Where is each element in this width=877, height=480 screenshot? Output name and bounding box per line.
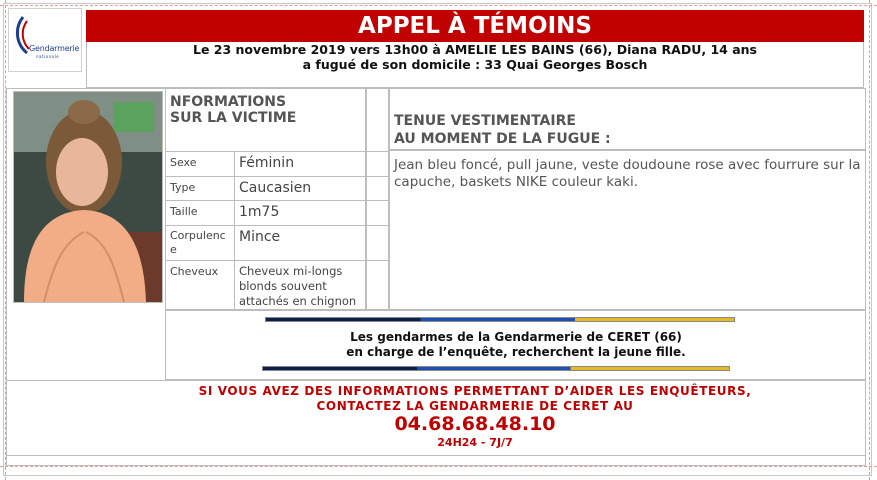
- gendarmes-line2: en charge de l’enquête, recherchent la jeune fille.: [346, 345, 686, 359]
- gendarmerie-logo: [8, 8, 82, 72]
- info-value-corpulence: Mince: [239, 229, 281, 245]
- info-label-corpulence: Corpulence: [170, 229, 226, 256]
- info-value-taille: 1m75: [239, 204, 280, 220]
- info-spacer-col: [366, 88, 389, 310]
- info-title: [170, 94, 296, 126]
- alert-line1: SI VOUS AVEZ DES INFORMATIONS PERMETTANT D’AIDER LES ENQUÊTEURS,: [198, 384, 752, 398]
- incident-summary-line2: a fugué de son domicile : 33 Quai Georges Bosch: [302, 57, 648, 72]
- page-title: APPEL À TÉMOINS: [86, 10, 864, 42]
- row-divider: [165, 200, 389, 201]
- tenue-title: [394, 112, 611, 148]
- info-title-line2: SUR LA VICTIME: [170, 110, 297, 126]
- row-divider: [165, 225, 389, 226]
- tricolor-bar-bottom: [262, 366, 730, 371]
- info-label-type: Type: [170, 181, 196, 194]
- info-label-taille: Taille: [170, 205, 198, 218]
- tenue-title-line1: TENUE VESTIMENTAIRE: [394, 113, 576, 129]
- row-divider: [165, 260, 389, 261]
- logo-subtext: nationale: [36, 54, 60, 59]
- tenue-description: Jean bleu foncé, pull jaune, veste doudoune rose avec fourrure sur la capuche, baskets NIKE couleur kaki.: [394, 157, 861, 190]
- gendarmes-message: [170, 330, 862, 360]
- info-label-sexe: Sexe: [170, 156, 197, 169]
- tenue-title-line2: AU MOMENT DE LA FUGUE :: [394, 131, 611, 147]
- info-value-type: Caucasien: [239, 180, 312, 196]
- logo-text: Gendarmerie: [29, 44, 80, 53]
- alert-message: [86, 384, 864, 414]
- col-divider: [234, 151, 235, 310]
- info-value-sexe: Féminin: [239, 155, 295, 171]
- tricolor-bar-top: [265, 317, 735, 322]
- info-title-line1: NFORMATIONS: [170, 94, 287, 110]
- info-value-cheveux: Cheveux mi-longs blonds souvent attachés en chignon: [239, 264, 357, 308]
- margin-guide-right: [869, 0, 870, 480]
- availability-hours: 24H24 - 7J/7: [437, 436, 513, 449]
- alert-line2: CONTACTEZ LA GENDARMERIE DE CERET AU: [316, 399, 634, 413]
- row-divider: [165, 151, 389, 152]
- row-divider: [165, 176, 389, 177]
- photo-frame: [13, 91, 163, 303]
- incident-summary: [86, 42, 864, 72]
- margin-guide-top: [0, 5, 877, 6]
- gendarmes-line1: Les gendarmes de la Gendarmerie de CERET (66): [350, 330, 682, 344]
- gendarmerie-flame-icon: [9, 9, 81, 71]
- phone-number: 04.68.68.48.10: [394, 413, 556, 435]
- incident-summary-line1: Le 23 novembre 2019 vers 13h00 à AMELIE LES BAINS (66), Diana RADU, 14 ans: [192, 42, 757, 57]
- info-label-cheveux: Cheveux: [170, 265, 219, 278]
- margin-guide-bottom: [0, 466, 877, 467]
